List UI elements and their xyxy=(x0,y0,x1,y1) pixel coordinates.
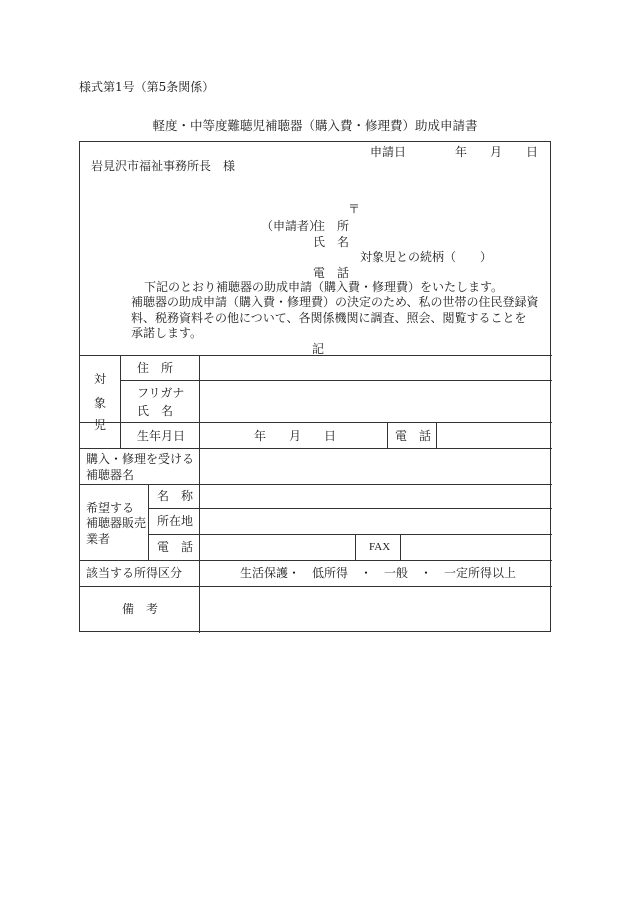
dealer-label-3: 業者 xyxy=(86,532,111,546)
date-month: 月 xyxy=(490,145,503,159)
child-name-label: 氏 名 xyxy=(137,404,174,418)
applicant-label: （申請者） xyxy=(261,219,322,233)
applicant-phone-label: 電 話 xyxy=(313,266,350,280)
remarks-label: 備 考 xyxy=(122,602,159,616)
form-number: 様式第1号（第5条関係） xyxy=(79,80,215,94)
target-child-label-2: 象 xyxy=(94,396,107,410)
fax-label: FAX xyxy=(369,541,391,553)
application-form-frame xyxy=(79,141,551,632)
dealer-phone-label: 電 話 xyxy=(157,540,194,554)
dealer-label-2: 補聴器販売 xyxy=(86,516,147,530)
statement-line-4: 承諾します。 xyxy=(131,326,203,340)
statement-line-2: 補聴器の助成申請（購入費・修理費）の決定のため、私の世帯の住民登録資 xyxy=(131,295,539,309)
birth-year: 年 xyxy=(254,429,267,443)
child-address-label: 住 所 xyxy=(137,361,174,375)
target-child-label-1: 対 xyxy=(94,372,107,386)
birth-month: 月 xyxy=(289,429,302,443)
income-options: 生活保護・ 低所得 ・ 一般 ・ 一定所得以上 xyxy=(240,566,517,580)
dealer-name-label: 名 称 xyxy=(157,489,194,503)
application-date-label: 申請日 xyxy=(370,145,407,159)
birthdate-label: 生年月日 xyxy=(137,429,186,443)
relationship-label: 対象児との続柄（ ） xyxy=(360,250,493,264)
date-day: 日 xyxy=(526,145,539,159)
birth-day: 日 xyxy=(324,429,337,443)
income-category-label: 該当する所得区分 xyxy=(86,566,183,580)
date-year: 年 xyxy=(455,145,468,159)
applicant-name-label: 氏 名 xyxy=(313,235,350,249)
statement-line-1: 下記のとおり補聴器の助成申請（購入費・修理費）をいたします。 xyxy=(144,280,504,294)
postal-mark: 〒 xyxy=(348,202,361,216)
dealer-location-label: 所在地 xyxy=(157,514,194,528)
target-child-label-3: 児 xyxy=(94,418,107,432)
furigana-label: フリガナ xyxy=(137,386,185,400)
dealer-label-1: 希望する xyxy=(86,501,135,515)
addressee: 岩見沢市福祉事務所長 様 xyxy=(91,159,236,173)
form-title: 軽度・中等度難聴児補聴器（購入費・修理費）助成申請書 xyxy=(152,118,478,133)
hearing-aid-label-1: 購入・修理を受ける xyxy=(86,452,195,466)
applicant-address-label: 住 所 xyxy=(313,219,350,233)
child-phone-label: 電 話 xyxy=(395,429,432,443)
hearing-aid-label-2: 補聴器名 xyxy=(86,468,135,482)
ki-mark: 記 xyxy=(312,342,325,356)
statement-line-3: 料、税務資料その他について、各関係機関に調査、照会、閲覧することを xyxy=(131,311,527,325)
